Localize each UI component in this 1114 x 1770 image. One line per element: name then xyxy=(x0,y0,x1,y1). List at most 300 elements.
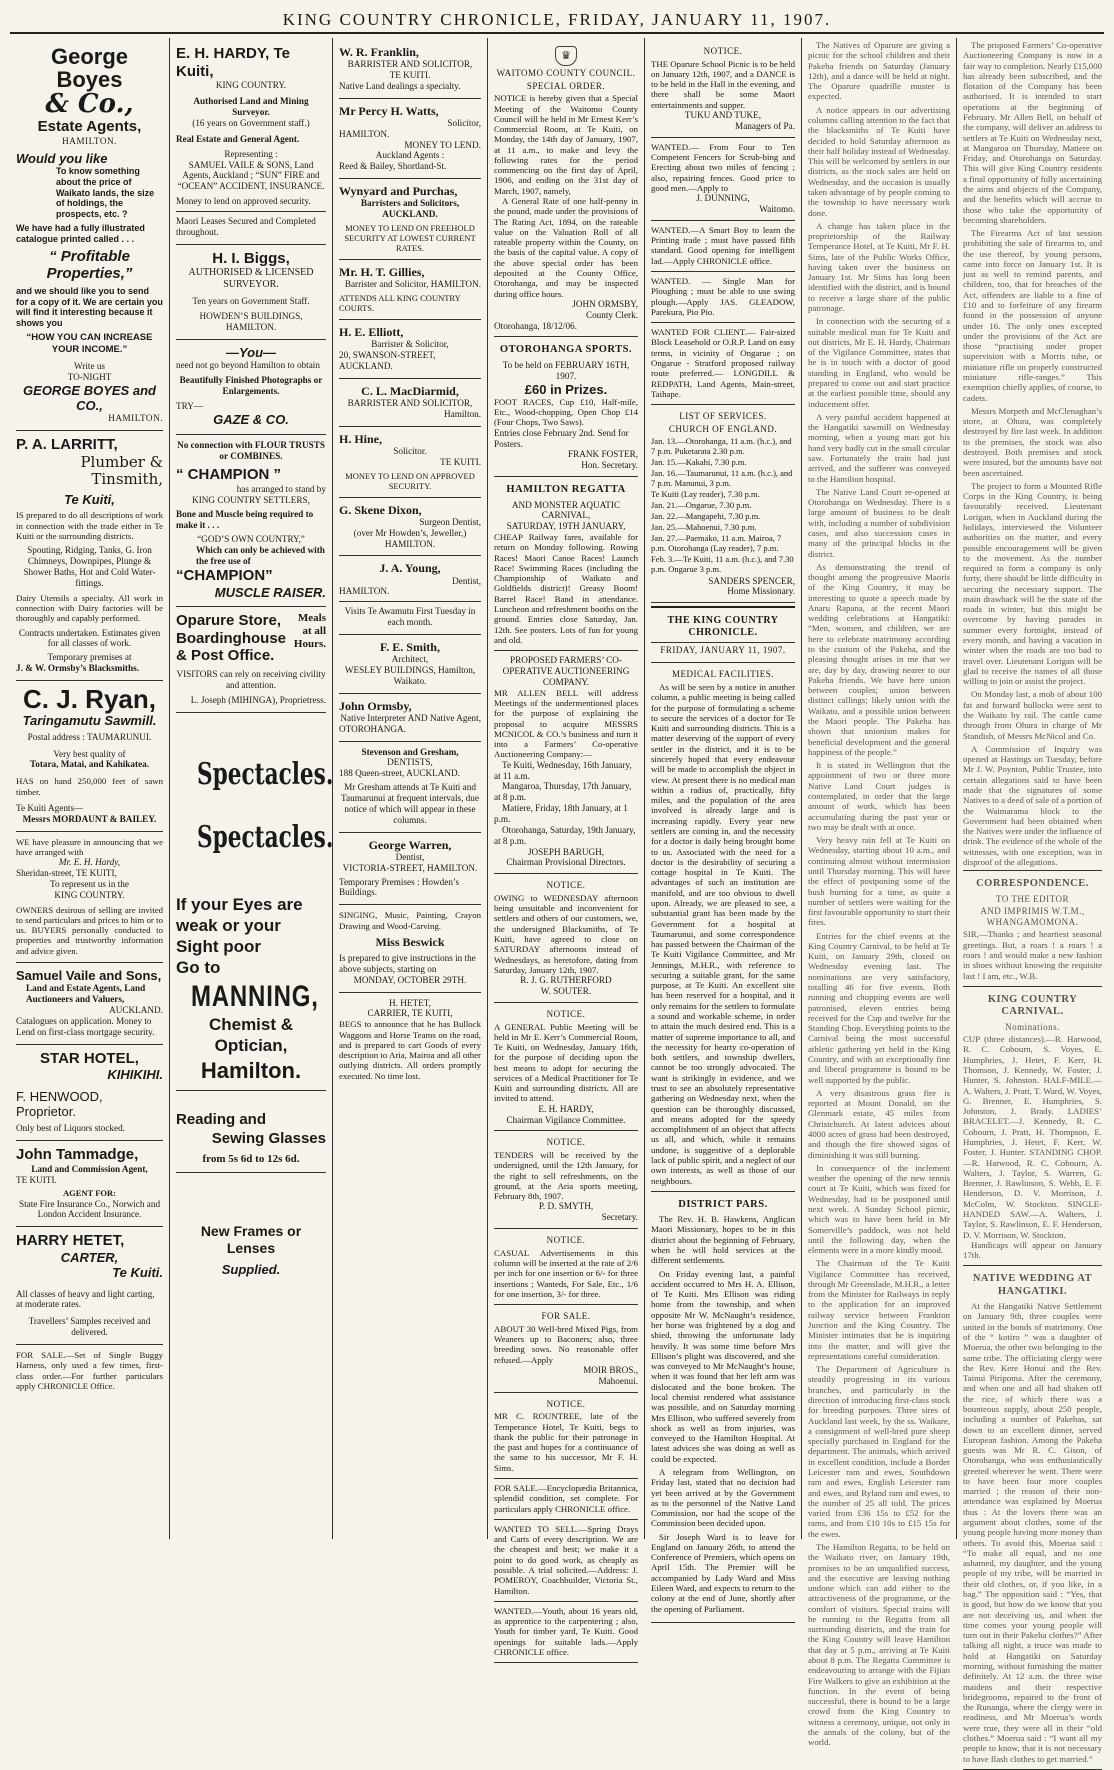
notice2-head: NOTICE. xyxy=(546,1008,586,1019)
wanted-fencers xyxy=(651,138,795,221)
notice-wcc-rates xyxy=(494,40,638,337)
hardy-p4: To represent us in the xyxy=(50,878,129,889)
watts-agents: Auckland Agents : xyxy=(375,150,445,161)
notice-rountree xyxy=(494,1393,638,1479)
c7-p1: The proposed Farmers’ Co-operative Auctioneering Company is now in a fair way to completion. Nearly £15,000 has already been subscribed, and the flotation of the Company has been authorised. It is intended to start operations at the beginning of February. Mr Allen Bell, on behalf of the company, will deliver an address to settlers at Te Kuiti on Wednesday next, at Mangaroa on Thursday, Matiere on Friday, and Otorohanga on Saturday. This will give King Country residents a final opportunity of fully ascertaining the aims and objects of the Company, and the benefits which will accrue to those who take the opportunity of becoming shareholders. xyxy=(963,40,1103,225)
ad-watts xyxy=(339,99,481,179)
dixon-addr: (over Mr Howden’s, Jeweller,) xyxy=(353,527,467,538)
elliott-name: H. E. Elliott, xyxy=(339,325,404,340)
list-of-services xyxy=(651,405,795,603)
beswick-top: SINGING, Music, Painting, Crayon Drawing and Wood-Carving. xyxy=(339,910,481,931)
c6-p3: A change has taken place in the proprietorship of the Railway Temperance Hotel, at Te Kuiti, Mr F. H. Sims, late of the Public Works Office, having taken over the business on January 1st. Mr Sims has long been identified with the district, and is bound to receive a large share of the public patronage. xyxy=(808,220,950,314)
tammadge-agent: AGENT FOR: xyxy=(63,1188,116,1199)
notice4-text: CASUAL Advertisements in this column will be inserted at the rate of 2/6 per inch for one insertion or 6/- for three insertions ; Wanteds, For Sale, Etc., 1/6 for one insertion, 3/- for three. xyxy=(494,1247,638,1299)
wedding-head: NATIVE WEDDING AT HANGATIKI. xyxy=(972,1273,1093,1297)
ad-biggs xyxy=(176,245,326,340)
farmers-sig: JOSEPH BARUGH, xyxy=(527,846,605,857)
notice-farmers-coop xyxy=(494,651,638,874)
youth-text: WANTED.—Youth, about 16 years old, as apprentice to the carpentering ; also, Youth for timber yard, Te Kuiti. Good openings for suitable lads.—Apply CHRONICLE office. xyxy=(494,1605,638,1657)
forsale-text: ABOUT 30 Well-bred Mixed Pigs, from Weaners up to Baconers; also, three breeding sows. No reasonable offer refused.—Apply xyxy=(494,1323,638,1365)
gaze-you: —You— xyxy=(225,344,277,360)
pars-p1: The Rev. H. B. Hawkens, Anglican Maori Missionary, hopes to be in this district about the beginning of February, when he will hold services at the different settlements. xyxy=(651,1214,795,1266)
c6-p2: A notice appears in our advertising columns calling attention to the fact that the blacksmiths of Te Kuiti have decided to hold Saturday afternoon as their half holiday instead of Wednesday. This will be welcomed by settlers in our districts, as the stock sales are held on Wednesday, and the occasion is usually taken advantage of by people coming to the township to have necessary work done. xyxy=(808,104,950,218)
ad-tammadge xyxy=(16,1141,163,1227)
champion-name2: “CHAMPION” xyxy=(176,567,273,585)
services-sub: CHURCH OF ENGLAND. xyxy=(668,423,778,434)
editorial-header xyxy=(651,606,795,663)
notice2-text: A GENERAL Public Meeting will be held in Mr E. Kerr’s Commercial Room, Te Kuiti, on Wednesday, January 16th, for the purpose of deciding upon the best means to adopt for securing the services of a Medical Practitioner for Te Kuiti and surrounding districts. All are invited to attend. xyxy=(494,1021,638,1104)
pars-p2: On Friday evening last, a painful accident occurred to Mrs H. A. Ellison, of Te Kuiti. Mrs Ellison was riding home from the township, and when opposite Mr W. McNaught’s residence, her horse was frightened by a dog and shied, throwing the unfortunate lady heavily. It was some time before Mrs Ellison’s plight was discovered, and she was conveyed to Mr McNaught’s house, when it was found that her left arm was dislocated and the bone broken. The local chemist rendered what assistance was possible, and on Saturday morning Mrs Ellison, who suffered severely from shock as well as from injuries, was conveyed to the Hamilton Hospital. At latest advices she was doing as well as could be expected. xyxy=(651,1268,795,1464)
champion-raiser: MUSCLE RAISER. xyxy=(214,584,326,600)
ad-oparure-store xyxy=(176,607,326,713)
ad-warren xyxy=(339,833,481,906)
c5-notice-text: THE Oparure School Picnic is to be held on January 12th, 1907, and a DANCE is to be held in the Hall in the evening, and there shall be some Maori entertainments and supper. xyxy=(651,58,795,110)
ormsby-t: Native Interpreter AND Native Agent, xyxy=(340,712,481,723)
spectacles-heading-1: Spectacles. xyxy=(197,756,334,792)
frames-t2: Supplied. xyxy=(221,1261,281,1277)
young-name: J. A. Young, xyxy=(379,561,441,576)
warren-name: George Warren, xyxy=(368,837,452,852)
ad-ormsby xyxy=(339,694,481,742)
notice-otorohanga-sports xyxy=(494,337,638,477)
ehhardy-rep: Representing : xyxy=(224,148,278,159)
star-prop: F. HENWOOD, Proprietor. xyxy=(16,1088,103,1119)
tammadge-place: TE KUITI. xyxy=(16,1174,57,1185)
ad-gaze xyxy=(176,340,326,435)
watts-money: MONEY TO LEND. xyxy=(404,139,481,150)
column-1 xyxy=(10,38,170,1539)
vaile-cat: Catalogues on application. Money to Lend on first-class mortgage security. xyxy=(16,1015,155,1037)
hine-name: H. Hine, xyxy=(339,431,383,446)
spectacles-heading-2: Spectacles. xyxy=(197,819,334,855)
c7-p2: The Firearms Act of last session prohibiting the sale of firearms to, and the use thereof, by young persons, came into force on January 1st. It is just as well to remind parents, and children, too, that for breaches of the Act, offenders are liable to a fine of £10 and to forfeiture of any firearm found in the possession of anyone under 16. The only ones excepted under the provisions of the Act are those “practising under proper supervision with a Morris tube, or miniature rifle on properly constructed miniature rifle-ranges.” This exemption chiefly applies, of course, to cadets. xyxy=(963,228,1102,403)
ad-dixon xyxy=(339,498,481,557)
ad-george-boyes xyxy=(16,40,163,431)
wynyard-money: MONEY TO LEND ON FREEHOLD SECURITY AT LOWEST CURRENT RATES. xyxy=(344,223,476,254)
boyes-sigplace: HAMILTON. xyxy=(108,413,163,424)
manning-trade: Chemist & Optician, xyxy=(208,1015,294,1056)
ad-hine xyxy=(339,427,481,498)
corr-to: TO THE EDITOR xyxy=(996,893,1069,904)
ehhardy-real: Real Estate and General Agent. xyxy=(176,133,300,144)
w1-sig: J. DUNNING, xyxy=(696,193,750,204)
ryan-q: Very best quality of xyxy=(53,748,126,759)
ad-samuel-vaile xyxy=(16,963,163,1045)
wedding-text: At the Hangatiki Native Settlement on January 9th, three couples were united in the bonds of matrimony. One of the “ kotiro ” was a daughter of Moerua, the other two belonging to the same tribe. The officiating clergy were the Rev. Kere Honui and the Rev. Tainui Piripoma. After the ceremony, and when one and all had shaken off the rice, of which there was a bounteous supply, about 250 people, including a number of Pakehas, sat down to an excellent dinner, served European fashion. Among the Pakeha guests was Mr R. C. Gison, of Otorohanga, who was enthusiastically greeted wherever he went. There were to have been four more couples married ; the reason of their non-attendance was explained by Moerua thus : At the lovers there was an argument about clothes, some of the young people having more money than others. To avoid this, Moerua said : “To make all equal, and no one ashamed, my daughter, and the young people of my tribe, will be married in their old clothes, or, if you like, in a bag.” The opposition said : “Yes, that is good, but how do we know that you are not deceiving us, and when the time comes your young people will turn out in their Pakeha clothes?” After talking all night, a truce was made to hold at Hangatiki on Saturday morning, without furnishing the matter definitely. At 12 a.m. the three wise maidens and their respective bridegrooms, repaired to the front of the Runanga, where the clergy were in readiness, and Mr Moerua’s words were true, they were all in their “old clothes.” Moerua said : “I want all my people to know, that it is not necessary to have flash clothes to get married.” xyxy=(963,1301,1102,1764)
ryan-agentnames: Messrs MORDAUNT & BAILEY. xyxy=(22,813,157,824)
biggs-years: Ten years on Government Staff. xyxy=(192,295,310,306)
sports-sig: FRANK FOSTER, xyxy=(568,449,638,460)
w4-text: WANTED FOR CLIENT.— Fair-sized Block Leasehold or O.R.P. Land on easy terms, in vicinity of Ongarue ; on Ongarue - Stratford proposed railway route preferred.— LONGDILL & REDPATH, Land Agents, Main-street, Taihape. xyxy=(651,327,795,399)
ryan-agents: Te Kuiti Agents— xyxy=(16,802,84,813)
young-visits: Visits Te Awamutu First Tuesday in each month. xyxy=(344,606,476,628)
sports-sub: To be held on FEBRUARY 16TH, 1907. xyxy=(502,359,630,381)
ad-harry-hetet xyxy=(16,1227,163,1345)
gillies-name: Mr. H. T. Gillies, xyxy=(339,265,425,280)
notice5-head: NOTICE. xyxy=(546,1398,586,1409)
larritt-p2: Spouting, Ridging, Tanks, G. Iron Chimneys, Downpipes, Plunge & Shower Baths, Hot and Cold Water-fittings. xyxy=(23,545,156,588)
c5-notice-sig: TUKU AND TUKE, xyxy=(684,110,762,121)
hhetet-text: BEGS to announce that he has Bullock Waggons and Horse Teams on the road, and is prepared to cart Goods of every description to Aria, Mairoa and all other outlying districts. All orders promptly executed. No time lost. xyxy=(339,1019,481,1081)
c6-p11: A very disastrous grass fire is reported at Mount Donald, on the Glenmark estate, 45 miles from Christchurch. At latest advices about 4000 acres of grass had been destroyed, and though the fire showed signs of diminishing it was still burning. xyxy=(808,1087,950,1160)
wanted-boy xyxy=(651,221,795,272)
franklin-t: BARRISTER AND SOLICITOR, xyxy=(347,59,473,70)
ad-champion xyxy=(176,435,326,607)
ad-harness-sale xyxy=(16,1345,163,1397)
gresham-t: DENTISTS, xyxy=(387,757,433,768)
sports-role: Hon. Secretary. xyxy=(581,460,638,471)
boyes-name: George Boyes xyxy=(50,44,129,93)
champion-name: “ CHAMPION ” xyxy=(176,466,281,484)
c7-p3: Messrs Morpeth and McClenaghan’s store, at Ohura, was completely destroyed by fire last week. In addition to the premises, the stock was also destroyed. Both premises and stock were insured, but the amounts have not been ascertained. xyxy=(963,405,1102,478)
warren-t: Dentist, xyxy=(395,851,425,862)
ad-gresham xyxy=(339,742,481,833)
boyes-text2: We have had a fully illustrated catalogue printed called . . . xyxy=(16,223,145,245)
ency-text: FOR SALE.—Encyclopædia Britannica, splendid condition, set complete. For particulars apply CHRONICLE office. xyxy=(494,1482,638,1514)
elliott-t: Barrister & Solicitor, xyxy=(371,339,449,350)
regatta-date: SATURDAY, 19TH JANUARY, xyxy=(506,521,626,532)
macd-t: BARRISTER AND SOLICITOR, xyxy=(347,398,473,409)
services-sig: SANDERS SPENCER, xyxy=(708,575,795,586)
larritt-p5: Temporary premises at xyxy=(47,652,132,663)
wcc1-text2: A General Rate of one half-penny in the pound, made under the provisions of The Rating Act, 1894, on the rateable value on the Valuation Roll of all rateable property within the County, on the basis of the capital value. A copy of the above special order has been deposited at the County Office, Otorohanga, and may be inspected during office hours. xyxy=(494,196,638,299)
gresham-name: Stevenson and Gresham, xyxy=(361,746,459,757)
gaze-name: GAZE & CO. xyxy=(213,412,289,428)
carnival-hand: Handicaps will appear on January 17th. xyxy=(963,1239,1102,1261)
wynyard-name: Wynyard and Purchas, xyxy=(339,184,458,199)
wynyard-t: Barristers and Solicitors, AUCKLAND. xyxy=(360,198,460,220)
hetet-name: HARRY HETET, xyxy=(16,1232,125,1250)
ryan-mill: Taringamutu Sawmill. xyxy=(22,713,157,729)
notice-spring-drays xyxy=(494,1520,638,1602)
star-place: KIHIKIHI. xyxy=(107,1067,163,1083)
ad-beswick xyxy=(339,905,481,992)
notice3-sig: P. D. SMYTH, xyxy=(538,1201,594,1212)
article-medical xyxy=(651,663,795,1191)
corr-head: CORRESPONDENCE. xyxy=(976,878,1089,890)
forsale-place: Mahoenui. xyxy=(598,1375,638,1386)
boyes-name2: & Co., xyxy=(45,89,134,120)
notice1-sig2: W. SOUTER. xyxy=(540,986,592,997)
vaile-place: AUCKLAND. xyxy=(109,1004,163,1015)
gresham-text: Mr Gresham attends at Te Kuiti and Taumarunui at frequent intervals, due notice of which will appear in these columns. xyxy=(341,782,479,825)
ad-macdiarmid xyxy=(339,379,481,427)
notice4-head: NOTICE. xyxy=(546,1235,586,1246)
services-list xyxy=(651,436,795,574)
column-7 xyxy=(957,38,1108,1764)
dixon-place: HAMILTON. xyxy=(384,538,436,549)
boyes-text: To know something about the price of Waikato lands, the size of holdings, the prospects, etc. ? xyxy=(56,166,155,219)
ad-ryan xyxy=(16,681,163,831)
notice-blacksmiths xyxy=(494,874,638,1003)
service-item: Jan. 15.—Kakahi, 7.30 p.m. xyxy=(651,457,747,468)
service-item: Feb. 3.—Te Kuiti, 11 a.m. (h.c.), and 7.30 p.m. Ongarue 3 p.m. xyxy=(651,554,794,575)
farmers-l3: Matiere, Friday, 18th January, at 1 p.m. xyxy=(494,803,628,825)
notice-pigs-sale xyxy=(494,1305,638,1392)
smith-t: Architect, xyxy=(391,654,429,665)
watts-agentnames: Reed & Bailey, Shortland-St. xyxy=(339,161,447,172)
c6-p7: As demonstrating the trend of thought among the progressive Maoris of the King Country, it may be interesting to quote a speech made by Anaru Rapana, at the recent Maori wedding celebrations at Hangatiki: “Men, women, and children, we are here to celebrate matrimony according to the custom of the Pakeha, and the pleasing thought arises in me that we are, day by day, drawing nearer to our Pakeha friends. We have here union between couples; union between distinct callings; likely union with the Waikato, and a possible union between the Maori people. The Pakeha has shown that unionism makes for beneficial development and the general happiness of the people.” xyxy=(808,561,950,757)
hardy-p2: Mr. E. H. Hardy, xyxy=(58,857,121,868)
champion-nc: No connection with FLOUR TRUSTS or COMBINES. xyxy=(177,439,325,461)
star-note: Only best of Liquors stocked. xyxy=(16,1123,125,1134)
hetet-place: Te Kuiti. xyxy=(112,1265,163,1281)
larritt-p1: IS prepared to do all descriptions of work in connection with the trade either in Te Kuiti or the surrounding districts. xyxy=(16,510,163,542)
c7-p6: A Commission of Inquiry was opened at Hastings on Tuesday, before Mr J. W. Poynton, Public Trustee, into certain allegations said to have been made that the signatures of some Natives to a deed of sale of a portion of the Waimarama block to the Government had been obtained when the Natives were under the influence of drink. The evidence of the whole of the witnesses, with one exception, was in disproof of the allegations. xyxy=(963,743,1102,867)
ad-young xyxy=(339,556,481,635)
service-item: Te Kuiti (Lay reader), 7.30 p.m. xyxy=(651,489,760,500)
boyes-write: Write us xyxy=(73,360,105,371)
sports-prize: £60 in Prizes. xyxy=(524,381,608,397)
ad-h-hetet xyxy=(339,993,481,1087)
young-t: Dentist, xyxy=(452,575,481,586)
dixon-name: G. Skene Dixon, xyxy=(339,502,422,517)
c6-p9: Very heavy rain fell at Te Kuiti on Wednesday, starting about 10 a.m., and continuing almost without intermission until Thursday morning. This will have the effect of postponing some of the bush burning for a time, as quite a number of settlers were waiting for the first favourable opportunity to start their fires. xyxy=(808,835,950,928)
franklin-note: Native Land dealings a specialty. xyxy=(339,80,461,91)
hardy-p6: OWNERS desirous of selling are invited to send particulars and prices to him or to us. BUYERS personally conducted to properties and trustworthy information and advice given. xyxy=(16,904,163,956)
paper-name: THE KING COUNTRY CHRONICLE. xyxy=(667,615,779,639)
gresham-addr: 188 Queen-street, AUCKLAND. xyxy=(339,768,460,779)
farmers-text: MR ALLEN BELL will address Meetings of the undermentioned places for the purpose of explaining the proposal to acquire MESSRS MCNICOL & CO.’s business and turn it into a Farmers’ Co-operative Auctioneering Company:— xyxy=(494,687,638,760)
gaze-text: need not go beyond Hamilton to obtain xyxy=(176,359,320,370)
regatta-text: CHEAP Railway fares, available for return on Monday following. Rowing Races! Maori Canoe Races! Launch Race! Swimming Races (including the Championship of Waikato and Goldfields district)! Greasy Boom! Barrel Race! Band in attendance. Luncheon and refreshment booths on the ground. Entries close Saturday, Jan. 12th. See posters. Lots of fun for young and old. xyxy=(494,532,638,645)
wanted-ploughman xyxy=(651,272,795,323)
boyes-tonight: TO-NIGHT xyxy=(67,371,112,382)
forsale-head: FOR SALE. xyxy=(541,1311,591,1322)
column-5 xyxy=(645,38,802,1614)
champion-t1: has arranged to stand by xyxy=(236,484,326,495)
biggs-name: H. I. Biggs, xyxy=(212,249,290,267)
vaile-name: Samuel Vaile and Sons, xyxy=(16,967,162,983)
c6-p12: In consequence of the inclement weather the opening of the new tennis court at Te Kuiti, which was fixed for Wednesday, had to be postponed until next week. A Sunday School picnic, which was to have been held in Mr Somerville’s paddock, was not held until the following day, when the elements were in a more kindly mood. xyxy=(808,1162,950,1256)
biggs-bldg: HOWDEN’S BUILDINGS, HAMILTON. xyxy=(199,310,303,332)
dixon-t: Surgeon Dentist, xyxy=(419,516,481,527)
ryan-timber: Totara, Matai, and Kahikatea. xyxy=(29,759,150,770)
carnival-text: CUP (three distances).—R. Harwood, R. C. Cobourn, S. Voyes, E. Humphries, J. Hetet, F. Kerr, H. Thomson, J. Kennedy, W. Foster, J. Hunter, S. Johnston. HALF-MILE.—A. Walters, J. Pratt, T. Ward, W. Voyes, G. Brenner, E. Humphries, S. Johnston, J. Brady. LADIES’ BRACELET.—J. Kennedy, R. C. Cobourn, J. Pratt, H. Thompson, E. Humphries, J. Hetet, F. Kerr, W. Foster, J. Hunter. STANDING CHOP.—R. Harwood, R. C. Cobourn, A. Walters, J. Taylor, S. Warren, G. Brenner, J. Rawlinson, S. Webb, E. F. Henderson, D. V. Morrison, J. McColm, W. Stockton. SINGLE-HANDED SAW.—A. Walters, J. Taylor, S. Rawlinson, E. F. Henderson, D. V. Morrison, W. Stockton. xyxy=(963,1034,1102,1240)
c6-p10: Entries for the chief events at the King Country Carnival, to be held at Te Kuiti, on January 29th, closed on Wednesday evening last. The nominations are very satisfactory, totalling 46 for five events. Both running and chopping events are well patronised, eleven entries being received for the Cup and twelve for the Standing Chop. Everything points to the Carnival being the most successful athletic gathering yet held in the King Country, and with an exceptionally fine and liberal programme is bound to be well supported by the public. xyxy=(808,930,950,1085)
ad-smith xyxy=(339,635,481,694)
ormsby-place: OTOROHANGA. xyxy=(339,723,406,734)
col6-article xyxy=(808,40,950,1748)
ryan-addr: Postal address : TAUMARUNUI. xyxy=(27,731,152,742)
hine-t: Solicitor. xyxy=(393,445,427,456)
column-6 xyxy=(802,38,957,1748)
c6-p4: In connection with the securing of a suitable medical man for Te Kuiti and out districts, Mr E. H. Hardy, Chairman of the Vigilance Committee, states that he is in touch with a doctor of good standing in England, who would be prepared to come out and start practice at the earliest possible time, should any inducement offer. xyxy=(808,316,950,409)
wcc1-role: County Clerk. xyxy=(585,309,638,320)
farmers-l4: Otorohanga, Saturday, 19th January, at 8 p.m. xyxy=(494,824,636,846)
service-item: Jan. 16.—Taumarunui, 11 a.m. (h.c.), and 7 p.m. Manunui, 3 p.m. xyxy=(651,468,793,489)
masthead-title: KING COUNTRY CHRONICLE, FRIDAY, JANUARY 11, 1907. xyxy=(282,10,832,29)
notice2-role: Chairman Vigilance Committee. xyxy=(506,1114,626,1125)
c6-p8: It is stated in Wellington that the appointment of two or three more Native Land Court judges is contemplated, in order that the large amount of work, which has been accumulating during the past year or two may be dealt with at once. xyxy=(808,760,950,832)
beswick-name: Miss Beswick xyxy=(375,934,445,949)
ehhardy-money: Money to lend on approved security. xyxy=(176,196,311,207)
tammadge-ins: State Fire Insurance Co., Norwich and London Accident Insurance. xyxy=(18,1198,161,1220)
ehhardy-firms: SAMUEL VAILE & SONS, Land Agents, Auckland ; “SUN” FIRE and “OCEAN” ACCIDENT, INSURANCE. xyxy=(177,159,325,192)
w3-text: WANTED. — Single Man for Ploughing ; must be able to use swing plough.—Apply JAS. GLEADOW, Parekura, Pio Pio. xyxy=(651,275,795,317)
boyes-quote: “ Profitable Properties,” xyxy=(46,247,133,283)
notice1-text: OWING to WEDNESDAY afternoon being unsuitable and inconvenient for settlers and others of our customers, we, the undersigned Blacksmiths, of Te Kuiti, have agreed to close on SATURDAY afternoons instead of Wednesdays, as heretofore, dating from Saturday, January 12th, 1907. xyxy=(494,892,638,975)
hardy-p3: Sheridan-street, TE KUITI, xyxy=(16,867,117,878)
service-item: Jan. 21.—Ongarue, 7.30 p.m. xyxy=(651,500,752,511)
larritt-p6: J. & W. Ormsby’s Blacksmiths. xyxy=(16,663,139,674)
champion-t2: KING COUNTRY SETTLERS, xyxy=(192,494,310,505)
tammadge-text: Land and Commission Agent, xyxy=(31,1163,148,1174)
columns xyxy=(10,38,1108,1764)
ehhardy-region: KING COUNTRY. xyxy=(215,80,287,91)
farmers-l1: Te Kuiti, Wednesday, 16th January, at 11 a.m. xyxy=(494,759,632,781)
notice-oparure-picnic xyxy=(651,40,795,138)
royal-crest-icon: ♛ xyxy=(555,46,577,66)
notice-hamilton-regatta xyxy=(494,477,638,651)
ad-franklin xyxy=(339,40,481,99)
hetet-t1: All classes of heavy and light carting, at moderate rates. xyxy=(16,1288,155,1310)
hhetet-t: CARRIER, TE KUITI, xyxy=(367,1008,453,1019)
c6-p1: The Natives of Oparure are giving a picnic for the school children and their Pakeha friends on Saturday (January 12th), and a dance will be held at night. The Oparure quadrille muster is expected. xyxy=(808,40,950,102)
pars-p4: Sir Joseph Ward is to leave for England on January 26th, to attend the Conference of Premiers, which opens on April 15th. The Premier will be accompanied by Lady Ward and Miss Eileen Ward, and expects to return to the colony at the end of June, shortly after the opening of Parliament. xyxy=(651,1531,795,1614)
oparure-prop: L. Joseph (MIHINGA), Proprietress. xyxy=(190,694,326,705)
notice3-text: TENDERS will be received by the undersigned, until the 12th January, for the right to sell refreshments, on the ground, at the Aria sports meeting, February 8th, 1907. xyxy=(494,1150,638,1202)
c5-notice-role: Managers of Pa. xyxy=(735,120,795,131)
ehhardy-auth: Authorised Land and Mining Surveyor. xyxy=(193,96,309,118)
beswick-text: Is prepared to give instructions in the above subjects, starting on xyxy=(339,952,476,974)
larritt-p3: Dairy Utensils a specialty. All work in connection with Dairy factories will be thoroughly and capably performed. xyxy=(16,592,163,624)
notice3-role: Secretary. xyxy=(601,1212,638,1223)
boyes-text3: and we should like you to send for a copy of it. We are certain you will find it interesting because it shows you xyxy=(16,286,163,328)
ad-elliott xyxy=(339,320,481,379)
elliott-addr: 20, SWANSON-STREET, AUCKLAND. xyxy=(339,350,436,372)
ehhardy-maori: Maori Leases Secured and Completed throughout. xyxy=(176,215,316,237)
manning-eyes: If your Eyes are weak or your Sight poor xyxy=(176,894,303,957)
ad-gillies xyxy=(339,260,481,320)
ormsby-name: John Ormsby, xyxy=(339,698,412,713)
c6-p14: The Department of Agriculture is steadily progressing in its various branches, and particularly in the direction of introducing first-class stock for breeding purposes. Three sires of Auckland last week, by the ss. Waikare, a consignment of well-bred pure sheep specially purchased in England for the department. The animals, which arrived in excellent condition, include a Border Leicester ram and ewes, Southdown ram and ewes, English Leicester ram and ewes, and Ryland ram and ewes, to the number of 25 all told. The prices varied from £36 15s to £52 for the rams, and from £10 10s to £15 15s for the ewes. xyxy=(808,1364,950,1539)
boyes-lead: Would you like xyxy=(16,151,108,167)
reading-t3: from 5s 6d to 12s 6d. xyxy=(202,1152,300,1165)
ad-star-hotel xyxy=(16,1045,163,1142)
c6-p15: The Hamilton Regatta, to be held on the Waikato river, on January 19th, promises to be an unqualified success, and the executive are leaving nothing undone which can add either to the attractiveness of the programme, or the comfort of visitors. Special trains will be running to the Regatta from all surrounding districts, and the train for the King Country will leave Hamilton that day at 5 p.m., arriving at Te Kuiti about 8 p.m. The Regatta Committee is endeavouring to arrange with the Fijian Fire Walkers to give an exhibition at the function. In the event of being successful, there is bound to be a large crowd from the King Country to witness a ceremony, unique, not only in the annals of the colony, but of the world. xyxy=(808,1541,950,1748)
farmers-l2: Mangaroa, Thursday, 17th January, at 8 p.m. xyxy=(494,781,632,803)
wcc1-date: Otorohanga, 18/12/06. xyxy=(494,320,577,331)
oparure-name: Oparure Store, Boardinghouse & Post Office. xyxy=(176,612,287,665)
farmers-head: PROPOSED FARMERS’ CO-OPERATIVE AUCTIONEERING COMPANY. xyxy=(502,655,630,687)
gaze-try: TRY— xyxy=(176,401,204,412)
franklin-place: TE KUITI. xyxy=(389,70,431,81)
star-name: STAR HOTEL, xyxy=(40,1049,139,1067)
service-item: Jan. 22.—Mangapehi, 7.30 p.m. xyxy=(651,511,761,522)
oparure-visit: VISITORS can rely on receiving civility and attention. xyxy=(176,669,326,690)
oparure-meals: Meals at all Hours. xyxy=(293,612,326,651)
sports-close: Entries close February 2nd. Send for Posters. xyxy=(494,427,629,449)
tammadge-name: John Tammadge, xyxy=(16,1146,139,1164)
boyes-how: “HOW YOU CAN INCREASE YOUR INCOME.” xyxy=(26,332,153,355)
column-4 xyxy=(488,38,645,1657)
watts-place: HAMILTON. xyxy=(339,128,390,139)
manning-name: MANNING, xyxy=(191,979,319,1013)
med-p1: As will be seen by a notice in another column, a public meeting is being called for the purpose of formulating a scheme to secure the services of a doctor for Te Kuiti and surrounding districts. This is a matter deserving of the support of every settler in the district, and it is to be sincerely hoped that every endeavour will be made to accomplish the object in view. At present there is no medical man within a radius of, practically, fifty miles, and the population of the area involved is already large and is increasing rapidly. Every year new settlers are coming in, and the necessity for a doctor is daily being brought home to us. Associated with the need for a doctor is the desirability of securing a cottage hospital in Te Kuiti. The advantages of such an institution are manifold, and are too obvious to dwell upon. Already, we are pleased to see, a substantial grant has been made by the Government for a hospital at Taumarunui, and some correspondence has passed between the Chairman of the Te Kuiti Vigilance Committee, and Mr Jennings, M.H.R., with reference to securing a suitable grant, for the same purpose, at Te Kuiti. An excellent site has been reserved for a hospital, and it only remains for the settlers to formulate a sound and workable scheme, in order to attain the much desired end. This is a matter of supreme importance to all, and the necessity for hearty co-operation of both settlers, and township dwellers, cannot be too strongly advocated. The want is strikingly in evidence, and we trust to see an absolutely representative gathering on Wednesday next, when the question can be thoroughly discussed, and means adopted for the speedy accomplishment of an object that affects us all, and which, while it remains undone, is suggestive of a deplorable lack of public spirit, and a neglect of our own interests, as well as those of our neighbours. xyxy=(651,682,795,1186)
boyes-place: HAMILTON. xyxy=(62,136,117,147)
service-item: Jan. 27.—Paemako, 11 a.m. Mairoa, 7 p.m. Otorohanga (Lay reader), 7 p.m. xyxy=(651,533,782,554)
notice-casual-ads xyxy=(494,1229,638,1305)
gillies-courts: ATTENDS ALL KING COUNTRY COURTS. xyxy=(339,293,461,314)
w1-text: WANTED.— From Four to Ten Competent Fencers for Scrub-bing and Erecting about two miles of fencing ; also, repairing fences. Good price to good men.—Apply to xyxy=(651,141,795,193)
ad-reading-glasses xyxy=(176,1091,326,1172)
wanted-client xyxy=(651,323,795,405)
corr-text: SIR,—Thanks ; and heartiest seasonal greetings. But, a roars ! a roars ! a roars ! and would make a new fashion in shoes without knowing the requisite last ! I am, etc., W.B. xyxy=(963,929,1102,981)
native-wedding xyxy=(963,1266,1102,1769)
pars-p3: A telegram from Wellington, on Friday last, stated that no decision had yet been arrived at by the Government as to the personnel of the Native Land Commission, nor had the scope of the Commission been decided upon. xyxy=(651,1466,795,1529)
ad-larritt xyxy=(16,431,163,681)
farmers-role: Chairman Provisional Directors. xyxy=(506,857,626,868)
boyes-sig: GEORGE BOYES and CO., xyxy=(23,382,156,413)
hhetet-name: H. HETET, xyxy=(389,997,431,1008)
notice-public-meeting xyxy=(494,1003,638,1132)
larritt-p4: Contracts undertaken. Estimates given for all classes of work. xyxy=(18,627,161,649)
larritt-name: P. A. LARRITT, xyxy=(16,436,118,454)
regatta-sub: AND MONSTER AQUATIC CARNIVAL, xyxy=(511,499,621,521)
masthead xyxy=(10,8,1104,34)
c7-p4: The project to form a Mounted Rifle Corps in the King Country, is being favourably received. Lieutenant Lorigan, when in Auckland during the holidays, interviewed the Volunteer authorities on the matter, and every possible encouragement will be given to the movement. As the number required to form a company is only forty, there should be little difficulty in securing the necessary support. The main drawback will be the state of the roads in winter, but this might be overcome by having parades in summer every fortnight, instead of every month, and having a vacation in winter when the roads are too bad to travel over. Lieutenant Lorigan will be glad to receive the names of all those willing to join or assist the project. xyxy=(963,480,1102,687)
service-item: Jan. 13.—Otorohanga, 11 a.m. (h.c.), and 7 p.m. Puketarata 2.30 p.m. xyxy=(651,436,792,457)
harness-sale-text: FOR SALE.—Set of Single Buggy Harness, only used a few times, first-class order.—For further particulars apply CHRONICLE Office. xyxy=(16,1350,163,1391)
ad-manning xyxy=(176,713,334,1091)
c6-p6: The Native Land Court re-opened at Otorohanga on Wednesday. There is a large amount of business to be dealt with, including a number of subdivision cases, and also succession cases in many of the principal blocks in the district. xyxy=(808,486,950,559)
warren-addr: VICTORIA-STREET, HAMILTON. xyxy=(342,862,478,873)
young-place: HAMILTON. xyxy=(339,586,390,597)
reading-t1: Reading and xyxy=(176,1111,267,1129)
ad-hardy-vaile xyxy=(16,832,163,963)
macd-place: Hamilton. xyxy=(443,408,481,419)
hine-place: TE KUITI. xyxy=(440,456,481,467)
wcc1-sub: SPECIAL ORDER. xyxy=(526,80,606,91)
manning-goto: Go to xyxy=(176,958,221,978)
ryan-stock: HAS on hand 250,000 feet of sawn timber. xyxy=(16,776,163,797)
watts-t: Solicitor, xyxy=(447,117,481,128)
notice2-sig: E. H. HARDY, xyxy=(538,1103,594,1114)
services-head: LIST OF SERVICES. xyxy=(679,411,767,422)
ehhardy-name: E. H. HARDY, Te Kuiti, xyxy=(176,45,290,80)
w1-place: Waitomo. xyxy=(759,204,795,214)
notice5-text: MR C. ROUNTREE, late of the Temperance Hotel, Te Kuiti, begs to thank the public for their patronage in the past and hopes for a continuance of the same to his successor, Mr F. H. Sims. xyxy=(494,1411,638,1473)
smith-bldg: WESLEY BUILDINGS, Hamilton, Waikato. xyxy=(344,665,476,686)
w2-text: WANTED.—A Smart Boy to learn the Printing trade ; must have passed fifth standard. Good opening for intelligent lad.—Apply CHRONICLE office. xyxy=(651,224,795,266)
biggs-title: AUTHORISED & LICENSED SURVEYOR. xyxy=(188,267,314,291)
pars-head: DISTRICT PARS. xyxy=(678,1198,768,1210)
column-3 xyxy=(333,38,488,1539)
manning-place: Hamilton. xyxy=(200,1057,302,1083)
spring-text: WANTED TO SELL.—Spring Drays and Carts of every description. We are the cheapest and best; we make it a point to do good work, as cheaply as possible. A trial solicited.—Address: J. POMEROY, Coachbuilder, Victoria St., Hamilton. xyxy=(494,1523,638,1596)
gaze-photo: Beautifully Finished Photographs or Enlargements. xyxy=(179,374,323,396)
wcc1-text: NOTICE is hereby given that a Special Meeting of the Waitomo County Council will be held in Mr Ernest Kerr’s Commercial Room, at Te Kuiti, on Monday, the 14th day of January, 1907, at 11 a.m., to make and levy the following rates for the period commencing on the first day of April, 1906, and ending on the 31st day of March, 1907, namely, xyxy=(494,93,638,196)
corr-and: AND IMPRIMIS W.T.M., WHANGAMOMONA. xyxy=(980,906,1085,927)
c5-notice-head: NOTICE. xyxy=(703,46,743,56)
boyes-title: Estate Agents, xyxy=(37,118,142,136)
sports-text: FOOT RACES, Cup £10, Half-mile, Etc., Wood-chopping, Open Chop £14 (Four Chops, Two Saws). xyxy=(494,396,638,428)
correspondence xyxy=(963,870,1102,987)
champion-t4: “GOD’S OWN COUNTRY,” xyxy=(197,534,305,545)
service-item: Jan. 25.—Mahoenui, 7.30 p.m. xyxy=(651,522,757,533)
smith-name: F. E. Smith, xyxy=(380,640,440,654)
article-district-pars xyxy=(651,1192,795,1623)
franklin-name: W. R. Franklin, xyxy=(339,45,419,59)
vaile-text: Land and Estate Agents, Land Auctioneers and Valuers, xyxy=(26,983,146,1005)
ad-new-frames xyxy=(176,1173,326,1283)
warren-temp: Temporary Premises : Howden’s Buildings. xyxy=(339,876,460,898)
hardy-p5: KING COUNTRY. xyxy=(54,889,125,900)
frames-t1: New Frames or Lenses xyxy=(200,1222,302,1257)
ehhardy-gov: (16 years on Government staff.) xyxy=(192,117,310,128)
carnival-head: KING COUNTRY CARNIVAL. xyxy=(987,993,1078,1018)
